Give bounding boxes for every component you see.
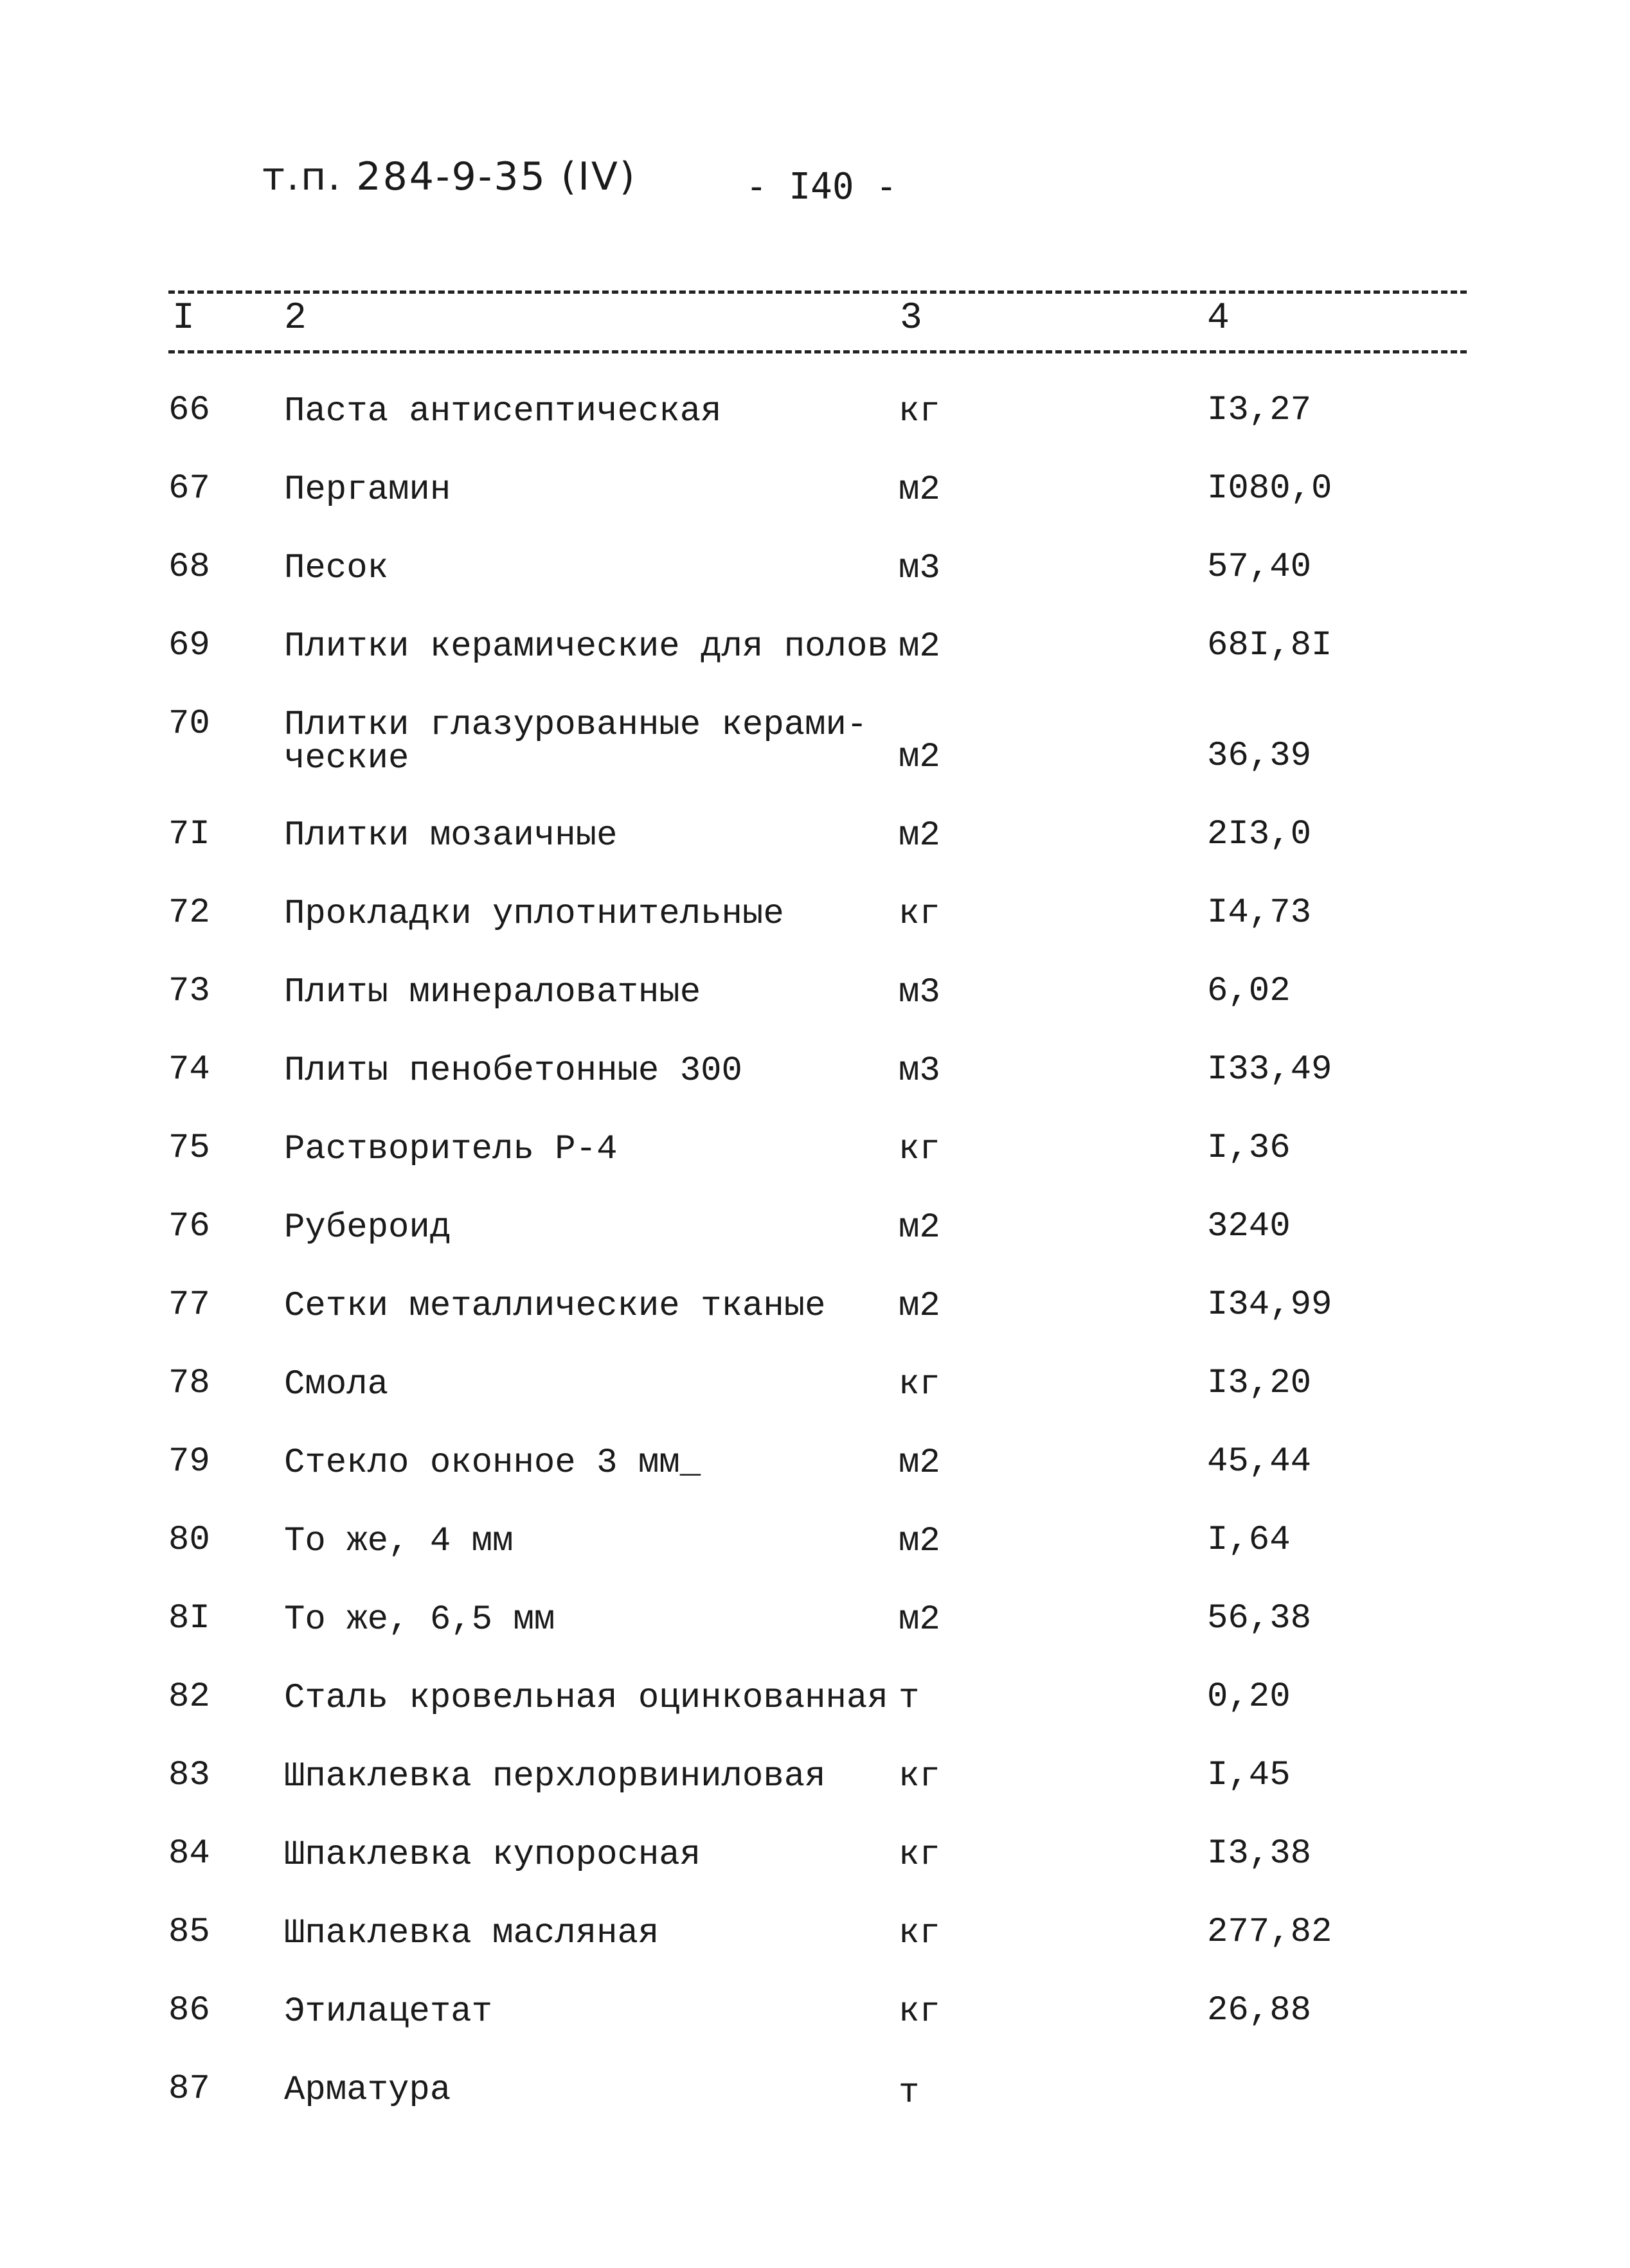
material-name: Прокладки уплотнительные (284, 895, 784, 934)
material-name: Сетки металлические тканые (284, 1287, 826, 1326)
unit: м2 (899, 738, 940, 777)
document-code: т.п. 284-9-35 (IV) (262, 154, 637, 199)
quantity: I080,0 (1207, 469, 1332, 508)
row-number: 72 (168, 893, 210, 933)
material-name: То же, 6,5 мм (284, 1600, 555, 1639)
row-number: 77 (168, 1285, 210, 1325)
row-number: 76 (168, 1207, 210, 1246)
unit: м2 (899, 1600, 940, 1639)
unit: кг (899, 1914, 940, 1953)
row-number: 84 (168, 1834, 210, 1873)
row-number: 85 (168, 1913, 210, 1952)
unit: кг (899, 895, 940, 934)
unit: кг (899, 1757, 940, 1796)
unit: м3 (899, 1051, 940, 1091)
unit: м2 (899, 1287, 940, 1326)
material-name: Рубероид (284, 1208, 451, 1247)
material-name: Шпаклевка купоросная (284, 1835, 701, 1875)
row-number: 79 (168, 1442, 210, 1481)
row-number: 68 (168, 548, 210, 587)
quantity: 0,20 (1207, 1677, 1291, 1717)
row-number: 80 (168, 1521, 210, 1560)
row-number: 75 (168, 1129, 210, 1168)
unit: т (899, 1679, 920, 1718)
material-name: Плитки мозаичные (284, 816, 618, 855)
quantity: I,45 (1207, 1756, 1291, 1795)
quantity: I,64 (1207, 1521, 1291, 1560)
row-number: 70 (168, 704, 210, 744)
unit: кг (899, 1835, 940, 1875)
row-number: 7I (168, 815, 210, 854)
page-number: - I40 - (746, 166, 898, 208)
unit: м2 (899, 1443, 940, 1483)
row-number: 82 (168, 1677, 210, 1717)
quantity: I4,73 (1207, 893, 1312, 933)
unit: кг (899, 1992, 940, 2031)
material-name: Сталь кровельная оцинкованная (284, 1679, 888, 1718)
unit: м2 (899, 1208, 940, 1247)
unit: м2 (899, 1522, 940, 1561)
material-name: Растворитель Р-4 (284, 1130, 618, 1169)
unit: м2 (899, 816, 940, 855)
column-header-4: 4 (1207, 298, 1230, 339)
material-name-continued: ческие (284, 739, 409, 778)
material-name: Плитки керамические для полов (284, 627, 888, 666)
row-number: 74 (168, 1050, 210, 1089)
material-name: Стекло оконное 3 мм_ (284, 1443, 701, 1483)
unit: т (899, 2073, 920, 2112)
material-name: То же, 4 мм (284, 1522, 514, 1561)
unit: м3 (899, 973, 940, 1012)
quantity: I33,49 (1207, 1050, 1332, 1089)
quantity: I3,27 (1207, 391, 1312, 430)
quantity: 45,44 (1207, 1442, 1312, 1481)
quantity: I34,99 (1207, 1285, 1332, 1325)
material-name: Плиты минераловатные (284, 973, 701, 1012)
unit: м2 (899, 470, 940, 510)
column-header-3: 3 (900, 298, 922, 339)
row-number: 8I (168, 1599, 210, 1638)
row-number: 86 (168, 1991, 210, 2030)
row-number: 87 (168, 2069, 210, 2109)
material-name: Паста антисептическая (284, 392, 722, 431)
quantity: I3,38 (1207, 1834, 1312, 1873)
quantity: 36,39 (1207, 737, 1312, 776)
unit: м2 (899, 627, 940, 666)
unit: м3 (899, 549, 940, 588)
quantity: 3240 (1207, 1207, 1291, 1246)
row-number: 78 (168, 1364, 210, 1403)
material-name: Арматура (284, 2071, 451, 2110)
material-name: Этилацетат (284, 1992, 493, 2031)
material-name: Пергамин (284, 470, 451, 510)
unit: кг (899, 1365, 940, 1404)
column-header-1: I (172, 298, 195, 339)
quantity: 2I3,0 (1207, 815, 1312, 854)
row-number: 66 (168, 391, 210, 430)
material-name: Смола (284, 1365, 389, 1404)
column-header-2: 2 (284, 298, 307, 339)
quantity: 277,82 (1207, 1913, 1332, 1952)
row-number: 83 (168, 1756, 210, 1795)
quantity: I3,20 (1207, 1364, 1312, 1403)
unit: кг (899, 392, 940, 431)
material-name: Шпаклевка масляная (284, 1914, 659, 1953)
material-name: Плитки глазурованные керами- (284, 706, 868, 745)
row-number: 69 (168, 626, 210, 665)
quantity: I,36 (1207, 1129, 1291, 1168)
material-name: Шпаклевка перхлорвиниловая (284, 1757, 826, 1796)
row-number: 73 (168, 972, 210, 1011)
quantity: 56,38 (1207, 1599, 1312, 1638)
material-name: Плиты пенобетонные 300 (284, 1051, 742, 1091)
quantity: 6,02 (1207, 972, 1291, 1011)
unit: кг (899, 1130, 940, 1169)
quantity: 26,88 (1207, 1991, 1312, 2030)
row-number: 67 (168, 469, 210, 508)
quantity: 68I,8I (1207, 626, 1332, 665)
quantity: 57,40 (1207, 548, 1312, 587)
material-name: Песок (284, 549, 389, 588)
